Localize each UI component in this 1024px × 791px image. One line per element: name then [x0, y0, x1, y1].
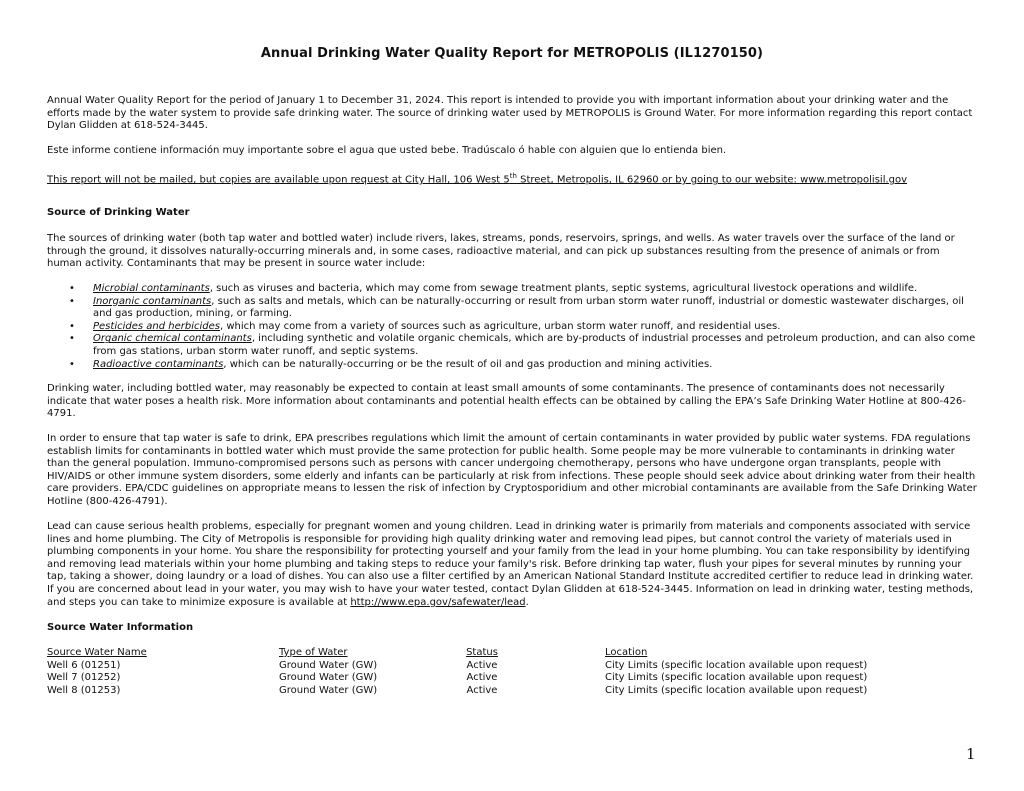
list-item [47, 359, 977, 372]
list-item [47, 283, 977, 296]
spanish-notice: Este informe contiene información muy importante sobre el agua que usted bebe. Tradúscalo ó hable con alguien que lo entienda bien. [47, 145, 727, 156]
source-paragraph: The sources of drinking water (both tap water and bottled water) include rivers, lakes, streams, ponds, reservoirs, springs, and wells. As water travels over the surface of the land or through the ground, it dissolves naturally-occurring minerals and, in some cases, radioactive material, and can pick up substances resulting from the presence of animals or from human activity. Contaminants that may be present in source water include: [47, 233, 955, 270]
mail-notice-superscript: th [509, 172, 517, 180]
contaminant-term: Pesticides and herbicides [93, 320, 220, 332]
contaminant-text: , such as viruses and bacteria, which may come from sewage treatment plants, septic systems, agricultural livestock operations and wildlife. [209, 283, 918, 294]
contaminant-term: Organic chemical contaminants [93, 333, 252, 345]
contaminant-text: , which may come from a variety of sources such as agriculture, urban storm water runoff, and residential uses. [219, 320, 781, 332]
contaminant-list-wrapper [47, 283, 977, 371]
contaminant-term: Inorganic contaminants [93, 295, 212, 307]
mail-notice-text-end: Street, Metropolis, IL 62960 or by going to our website: www.metropolisil.gov [516, 174, 908, 186]
status-cell: Active [466, 685, 498, 696]
intro-paragraph: Annual Water Quality Report for the period of January 1 to December 31, 2024. This report is intended to provide you with important information about your drinking water and the efforts made by the water system to provide safe drinking water. The source of drinking water used by METROPOLIS is Ground Water. For more information regarding this report contact Dylan Glidden at 618-524-3445. [47, 95, 973, 132]
source-water-table-header [47, 647, 977, 660]
lead-text: Lead can cause serious health problems, especially for pregnant women and young children. Lead in drinking water is primarily from materials and components associated with service lines and home plumbing. The City of Metropolis is responsible for providing high quality drinking water and removing lead pipes, but cannot control the variety of materials used in plumbing components in your home. You share the responsibility for protecting yourself and your family from the lead in your home plumbing. You can take responsibility by identifying and removing lead materials within your home plumbing and taking steps to reduce your family's risk. Before drinking tap water, flush your pipes for several minutes by running your tap, taking a shower, doing laundry or a load of dishes. You can also use a filter certified by an American National Standard Institute accredited certifier to reduce lead in drinking water. If you are concerned about lead in your water, you may wish to have your water tested, contact Dylan Glidden at 618-524-3445. Information on lead in drinking water, testing methods, and steps you can take to minimize exposure is available at [47, 521, 974, 608]
epa-regulations-paragraph: In order to ensure that tap water is safe to drink, EPA prescribes regulations which limit the amount of certain contaminants in water provided by public water systems. FDA regulations establish limits for contaminants in bottled water which must provide the same protection for public health. Some people may be more vulnerable to contaminants in drinking water than the general population. Immuno-compromised persons such as persons with cancer undergoing chemotherapy, persons who have undergone organ transplants, people with HIV/AIDS or other immune system disorders, some elderly and infants can be particularly at risk from infections. These people should seek advice about drinking water from their health care providers. EPA/CDC guidelines on appropriate means to lessen the risk of infection by Cryptosporidium and other microbial contaminants are available from the Safe Drinking Water Hotline (800-426-4791). [47, 433, 977, 507]
contaminant-term: Microbial contaminants [93, 283, 210, 294]
list-item [47, 333, 977, 358]
contaminant-text: , such as salts and metals, which can be naturally-occurring or result from urban storm water runoff, industrial or domestic wastewater discharges, oil and gas production, mining, or farming. [93, 295, 964, 320]
list-item [47, 321, 977, 334]
table-row [47, 685, 977, 698]
column-header-type: Type of Water [279, 647, 348, 658]
column-header-name: Source Water Name [47, 647, 147, 658]
location-cell: City Limits (specific location available upon request) [605, 672, 868, 683]
water-type-cell: Ground Water (GW) [279, 672, 378, 683]
contaminant-text: , including synthetic and volatile organic chemicals, which are by-products of industrial processes and petroleum production, and can also come from gas stations, urban storm water runoff, and septic systems. [93, 333, 976, 357]
source-name-cell: Well 6 (01251) [47, 660, 121, 671]
source-water-info-heading: Source Water Information [47, 622, 194, 633]
list-item [47, 296, 977, 321]
water-type-cell: Ground Water (GW) [279, 685, 378, 696]
lead-paragraph [47, 521, 977, 609]
table-row [47, 672, 977, 685]
column-header-location: Location [605, 647, 648, 658]
status-cell: Active [466, 672, 498, 683]
mail-notice-text: This report will not be mailed, but copies are available upon request at City Hall, 106 West 5 [47, 174, 510, 186]
bottled-water-paragraph: Drinking water, including bottled water, may reasonably be expected to contain at least small amounts of some contaminants. The presence of contaminants does not necessarily indicate that water poses a health risk. More information about contaminants and potential health effects can be obtained by calling the EPA’s Safe Drinking Water Hotline at 800-426-4791. [47, 383, 966, 420]
status-cell: Active [466, 660, 498, 671]
location-cell: City Limits (specific location available upon request) [605, 685, 868, 696]
location-cell: City Limits (specific location available upon request) [605, 660, 868, 671]
contaminant-term: Radioactive contaminants [93, 358, 224, 370]
lead-text-end: . [525, 596, 529, 608]
contaminant-text: , which can be naturally-occurring or be the result of oil and gas production and mining activities. [223, 358, 713, 370]
page-number: 1 [966, 745, 976, 763]
source-heading: Source of Drinking Water [47, 207, 190, 218]
column-header-status: Status [466, 647, 498, 658]
source-name-cell: Well 7 (01252) [47, 672, 121, 683]
epa-lead-link[interactable]: http://www.epa.gov/safewater/lead [350, 596, 526, 608]
source-name-cell: Well 8 (01253) [47, 685, 121, 696]
water-type-cell: Ground Water (GW) [279, 660, 378, 671]
contaminant-list [47, 283, 977, 371]
mail-notice [47, 170, 977, 187]
page-title: Annual Drinking Water Quality Report for METROPOLIS (IL1270150) [260, 46, 764, 61]
